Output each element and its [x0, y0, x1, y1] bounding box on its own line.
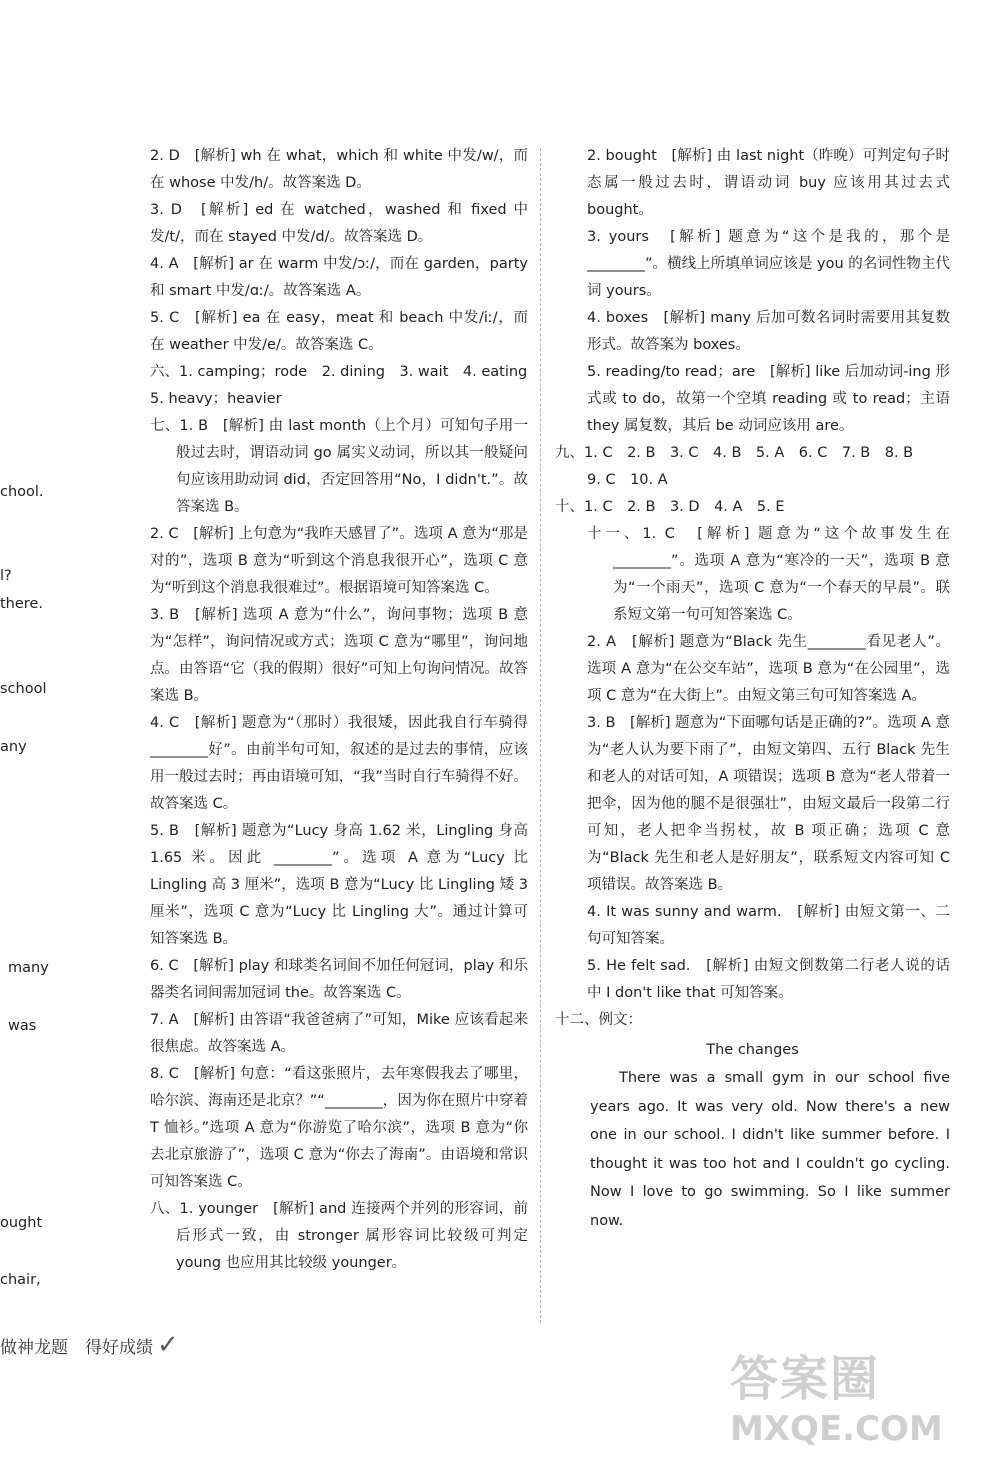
answer-text: 3. yours [解析] 题意为“这个是我的，那个是________”。横线上所填单词应该是 you 的名词性物主代词 yours。	[587, 229, 950, 299]
answer-item	[118, 1007, 528, 1061]
answer-item	[118, 1196, 528, 1277]
answer-item	[555, 899, 950, 953]
answer-item	[555, 494, 950, 521]
right-answer-list	[555, 143, 950, 1034]
answer-item	[118, 710, 528, 818]
answer-item	[118, 953, 528, 1007]
answer-text: 八、1. younger [解析] and 连接两个并列的形容词，前后形式一致，由 stronger 属形容词比较级可判定 young 也应用其比较级 younger。	[150, 1201, 528, 1271]
answer-item	[118, 359, 528, 386]
answer-text: 4. C [解析] 题意为“（那时）我很矮，因此我自行车骑得________好”。由前半句可知，叙述的是过去的事情，应该用一般过去时；再由语境可知，“我”当时自行车骑得不好。故答案选 C。	[150, 715, 528, 812]
answer-item	[118, 521, 528, 602]
edge-fragment: any	[0, 739, 27, 755]
edge-fragment: school	[0, 681, 47, 697]
watermark	[730, 1340, 990, 1465]
answer-text: 2. D [解析] wh 在 what，which 和 white 中发/w/，而在 whose 中发/h/。故答案选 D。	[150, 148, 528, 191]
essay-body: There was a small gym in our school five years ago. It was very old. Now there's a new one in our school. I didn't like summer before. I thought it was too hot and I couldn't go cycling. Now I love to go swimming. So I like summer now.	[590, 1070, 950, 1229]
answer-item	[118, 413, 528, 521]
answer-item	[555, 953, 950, 1007]
answer-item	[118, 305, 528, 359]
answer-text: 2. C [解析] 上句意为“我昨天感冒了”。选项 A 意为“那是对的”，选项 B 意为“听到这个消息我很开心”，选项 C 意为“听到这个消息我很难过”。根据语境可知答案选 C。	[150, 526, 528, 596]
edge-fragment: chair,	[0, 1272, 41, 1288]
answer-text: 5. reading/to read；are [解析] like 后加动词-ing 形式或 to do，故第一个空填 reading 或 to read；主语 they 属复数，其后 be 动词应该用 are。	[587, 364, 950, 434]
answer-text: 3. B [解析] 题意为“下面哪句话是正确的?”。选项 A 意为“老人认为要下雨了”，由短文第四、五行 Black 先生和老人的对话可知，A 项错误；选项 B 意为“老人带着一把伞，因为他的腿不是很强壮”，由短文最后一段第二行可知，老人把伞当拐杖，故 B 项正确；选项 C 意为“Black 先生和老人是好朋友”，联系短文内容可知 C 项错误。故答案选 B。	[587, 715, 950, 893]
answer-item	[555, 305, 950, 359]
answer-text: 5. C [解析] ea 在 easy，meat 和 beach 中发/iː/，而在 weather 中发/e/。故答案选 C。	[150, 310, 528, 353]
answer-text: 4. It was sunny and warm. [解析] 由短文第一、二句可知答案。	[587, 904, 950, 947]
page-footer-slogan	[0, 1330, 179, 1360]
answer-item	[118, 251, 528, 305]
answer-item	[118, 386, 528, 413]
left-edge-fragments	[0, 0, 60, 1300]
answer-item	[118, 602, 528, 710]
column-divider	[540, 148, 541, 1323]
answer-text: 十一、1. C [解析] 题意为“这个故事发生在________”。选项 A 意为“寒冷的一天”，选项 B 意为“一个雨天”，选项 C 意为“一个春天的早晨”。联系短文第一句可知答案选 C。	[587, 526, 950, 623]
answer-item	[555, 143, 950, 224]
edge-fragment: there.	[0, 596, 43, 612]
answer-text: 5. He felt sad. [解析] 由短文倒数第二行老人说的话中 I don't like that 可知答案。	[587, 958, 950, 1001]
answer-text: 十、1. C 2. B 3. D 4. A 5. E	[555, 499, 785, 515]
answer-text: 5. B [解析] 题意为“Lucy 身高 1.62 米，Lingling 身高 1.65 米。因此 ________”。选项 A 意为“Lucy 比 Lingling 高 3 厘米”，选项 B 意为“Lucy 比 Lingling 矮 3 厘米”，选项 C 意为“Lucy 比 Lingling 大”。通过计算可知答案选 B。	[150, 823, 528, 947]
answer-text: 十二、例文：	[555, 1012, 642, 1028]
answer-item	[555, 467, 950, 494]
left-answer-column	[118, 143, 528, 1277]
answer-item	[118, 818, 528, 953]
answer-text: 九、1. C 2. B 3. C 4. B 5. A 6. C 7. B 8. B	[555, 445, 914, 461]
edge-fragment: ought	[0, 1215, 43, 1231]
edge-fragment: chool.	[0, 484, 44, 500]
answer-item	[555, 440, 950, 467]
answer-item	[555, 1007, 950, 1034]
answer-text: 6. C [解析] play 和球类名词间不加任何冠词，play 和乐器类名词间需加冠词 the。故答案选 C。	[150, 958, 528, 1001]
answer-item	[555, 521, 950, 629]
watermark-url: MXQE.COM	[730, 1409, 943, 1449]
answer-text: 2. A [解析] 题意为“Black 先生________看见老人”。选项 A 意为“在公交车站”，选项 B 意为“在公园里”，选项 C 意为“在大街上”。由短文第三句可知答案选 A。	[587, 634, 950, 704]
answer-item	[555, 710, 950, 899]
answer-text: 7. A [解析] 由答语“我爸爸病了”可知，Mike 应该看起来很焦虑。故答案选 A。	[150, 1012, 528, 1055]
answer-item	[118, 143, 528, 197]
answer-item	[118, 197, 528, 251]
answer-item	[555, 224, 950, 305]
edge-fragment: many	[8, 960, 49, 976]
watermark-logo: 答案圈	[730, 1351, 881, 1407]
answer-text: 2. bought [解析] 由 last night（昨晚）可判定句子时态属一般过去时，谓语动词 buy 应该用其过去式 bought。	[587, 148, 950, 218]
answer-text: 3. D [解析] ed 在 watched，washed 和 fixed 中发/t/，而在 stayed 中发/d/。故答案选 D。	[150, 202, 528, 245]
answer-text: 3. B [解析] 选项 A 意为“什么”，询问事物；选项 B 意为“怎样”，询问情况或方式；选项 C 意为“哪里”，询问地点。由答语“它（我的假期）很好”可知上句询问情况。故答案选 B。	[150, 607, 528, 704]
answer-text: 七、1. B [解析] 由 last month（上个月）可知句子用一般过去时，谓语动词 go 属实义动词，所以其一般疑问句应该用助动词 did，否定回答用“No，I didn't.”。故答案选 B。	[150, 418, 528, 515]
answer-item	[555, 359, 950, 440]
answer-text: 5. heavy；heavier	[150, 391, 282, 407]
answer-text: 4. A [解析] ar 在 warm 中发/ɔː/，而在 garden，party 和 smart 中发/ɑː/。故答案选 A。	[150, 256, 528, 299]
answer-text: 4. boxes [解析] many 后加可数名词时需要用其复数形式。故答案为 boxes。	[587, 310, 950, 353]
answer-text: 9. C 10. A	[587, 472, 668, 488]
footer-slogan-text: 做神龙题 得好成绩	[0, 1338, 153, 1358]
edge-fragment: l?	[0, 568, 12, 584]
answer-text: 8. C [解析] 句意：“看这张照片，去年寒假我去了哪里，哈尔滨、海南还是北京？”“________，因为你在照片中穿着 T 恤衫。”选项 A 意为“你游览了哈尔滨”，选项 B 意为“你去北京旅游了”，选项 C 意为“你去了海南”。由语境和常识可知答案选 C。	[150, 1066, 528, 1190]
answer-item	[118, 1061, 528, 1196]
answer-item	[555, 629, 950, 710]
right-answer-column	[555, 143, 950, 1235]
answer-text: 六、1. camping；rode 2. dining 3. wait 4. eating	[150, 364, 528, 380]
checkmark-icon: ✓	[157, 1330, 179, 1360]
edge-fragment: was	[8, 1018, 37, 1034]
essay-title: The changes	[706, 1042, 799, 1058]
